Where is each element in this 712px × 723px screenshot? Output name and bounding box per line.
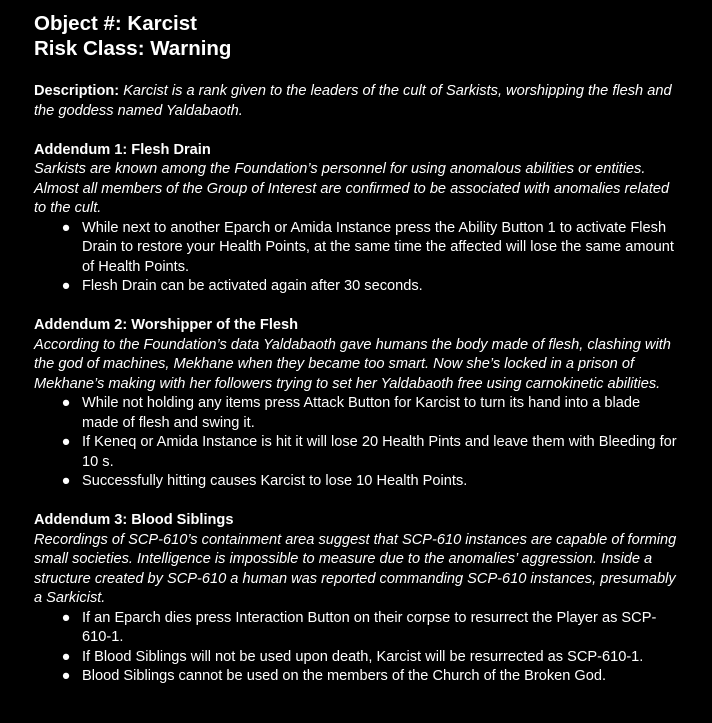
list-item-text: If Keneq or Amida Instance is hit it will lose 20 Health Pints and leave them with Bleeding for 10 s.	[82, 434, 677, 470]
list-item	[34, 433, 678, 472]
bullet-icon: ●	[61, 648, 71, 665]
list-item-text: While not holding any items press Attack Button for Karcist to turn its hand into a blade made of flesh and swing it.	[82, 395, 641, 431]
bullet-icon: ●	[61, 434, 71, 450]
description-text: Karcist is a rank given to the leaders of the cult of Sarkists, worshipping the flesh and the goddess named Yaldabaoth.	[34, 83, 672, 119]
bullet-icon: ●	[61, 609, 71, 626]
addendum-1-lore: Sarkists are known among the Foundation’s personnel for using anomalous abilities or entities. Almost all members of the Group of Interest are confirmed to be associated with anomalies related to the cult.	[34, 161, 670, 216]
description-label: Description:	[34, 83, 120, 99]
addendum-3	[34, 511, 678, 687]
list-item	[34, 667, 678, 687]
bullet-icon: ●	[61, 668, 71, 684]
list-item	[34, 648, 678, 668]
addendum-2-lore: According to the Foundation’s data Yaldabaoth gave humans the body made of flesh, clashing with the god of machines, Mekhane when they became too smart. Now she’s locked in a prison of Mekhane’s making with her followers trying to set her Yaldabaoth free using carnokinetic abilities.	[34, 336, 671, 392]
list-item	[34, 219, 678, 278]
bullet-icon: ●	[61, 278, 71, 294]
addendum-2	[34, 316, 678, 492]
list-item-text: Blood Siblings cannot be used on the members of the Church of the Broken God.	[82, 668, 607, 684]
list-item-text: If an Eparch dies press Interaction Button on their corpse to resurrect the Player as SCP-610-1.	[82, 609, 657, 645]
list-item	[34, 472, 678, 492]
addendum-1-title: Addendum 1: Flesh Drain	[34, 141, 211, 158]
list-item-text: Successfully hitting causes Karcist to lose 10 Health Points.	[82, 473, 468, 489]
list-item	[34, 609, 678, 648]
description-section	[34, 82, 678, 121]
addendum-3-lore: Recordings of SCP-610’s containment area suggest that SCP-610 instances are capable of forming small societies. Intelligence is impossible to measure due to the anomalies’ aggression. Inside a structure created by SCP-610 a human was reported commanding SCP-610 instances, presumably a Sarkicist.	[34, 531, 677, 606]
addendum-3-bullets	[34, 609, 678, 687]
addendum-1-bullets	[34, 219, 678, 297]
list-item	[34, 277, 678, 297]
risk-class: Risk Class: Warning	[34, 37, 232, 60]
list-item	[34, 394, 678, 433]
addendum-2-bullets	[34, 394, 678, 492]
addendum-1	[34, 141, 678, 297]
list-item-text: While next to another Eparch or Amida Instance press the Ability Button 1 to activate Flesh Drain to restore your Health Points, at the same time the affected will lose the same amount of Health Points.	[82, 219, 674, 275]
bullet-icon: ●	[61, 473, 71, 489]
addendum-3-title: Addendum 3: Blood Siblings	[34, 512, 234, 528]
bullet-icon: ●	[61, 395, 71, 411]
list-item-text: If Blood Siblings will not be used upon death, Karcist will be resurrected as SCP-610-1.	[82, 648, 644, 665]
object-title: Object #: Karcist	[34, 12, 197, 35]
addendum-2-title: Addendum 2: Worshipper of the Flesh	[34, 317, 299, 333]
list-item-text: Flesh Drain can be activated again after 30 seconds.	[82, 278, 423, 294]
bullet-icon: ●	[61, 219, 71, 236]
